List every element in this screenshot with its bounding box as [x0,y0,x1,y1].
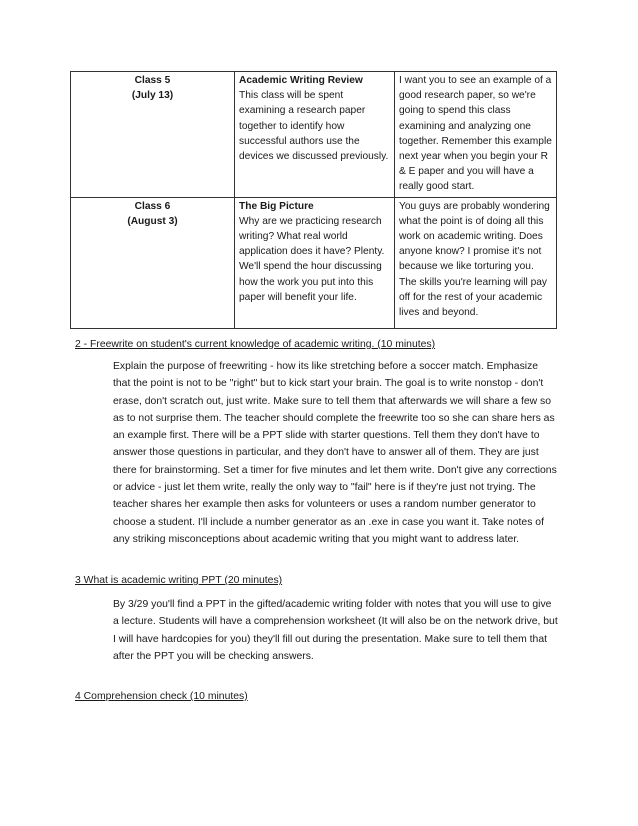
freewrite-heading: 2 - Freewrite on student's current knowledge of academic writing. (10 minutes) [75,339,436,350]
topic-description: Why are we practicing research writing? What real world application does it have? Plenty. We'll spend the hour discussing how the work you put into this paper will benefit your life. [239,215,385,303]
topic-title: Academic Writing Review [239,75,363,86]
class-cell [71,197,235,328]
topic-title: The Big Picture [239,200,314,212]
class-date: (July 13) [131,90,174,102]
ppt-heading: 3 What is academic writing PPT (20 minutes) [75,575,283,586]
teacher-notes: You guys are probably wondering what the point is of doing all this work on academic writing. Does anyone know? I promise it's not because we like torturing you. The skills you're learning will pay off for the rest of your academic lives and beyond. [399,200,550,319]
schedule-table [70,71,557,329]
freewrite-instructions: Explain the purpose of freewriting - how its like stretching before a soccer match. Emphasize that the point is not to be "right" but to kick start your brain. The goal is to write nonstop - don't erase, don't scratch out, just write. Make sure to tell them that afterwards we will share a few so as to not surprise them. The teacher should complete the freewrite too so she can share hers as an example first. There will be a PPT slide with starter questions. Tell them they don't have to answer those questions in particular, and they don't have to answer all of them. They are just there for brainstorming. Set a timer for five minutes and let them write. Don't give any corrections or advice - just let them write, really the only way to "fail" here is if they're just not trying. The teacher shares her example then asks for volunteers or uses a random number generator to choose a student. I'll include a number generator as an .exe in case you want it. Take notes of any striking misconceptions about academic writing that you might want to address later. [113,361,557,545]
class-label: Class 5 [134,75,171,86]
notes-cell [395,72,557,198]
topic-cell [235,197,395,328]
topic-cell [235,72,395,198]
notes-cell [395,197,557,328]
table-row [71,72,557,198]
class-label: Class 6 [134,200,171,212]
class-date: (August 3) [127,215,178,227]
comprehension-heading: 4 Comprehension check (10 minutes) [75,691,248,702]
table-row [71,197,557,328]
ppt-instructions: By 3/29 you'll find a PPT in the gifted/academic writing folder with notes that you will use to give a lecture. Students will have a comprehension worksheet (It will also be on the network drive, but I will have hardcopies for you) they'll fill out during the presentation. Make sure to tell them that after the PPT you will be checking answers. [113,599,558,662]
class-cell [71,72,235,198]
topic-description: This class will be spent examining a research paper together to identify how successful authors use the devices we discussed previously. [239,90,389,163]
teacher-notes: I want you to see an example of a good research paper, so we're going to spend this class examining and analyzing one together. Remember this example next year when you begin your R & E paper and you will have a really good start. [399,75,552,193]
